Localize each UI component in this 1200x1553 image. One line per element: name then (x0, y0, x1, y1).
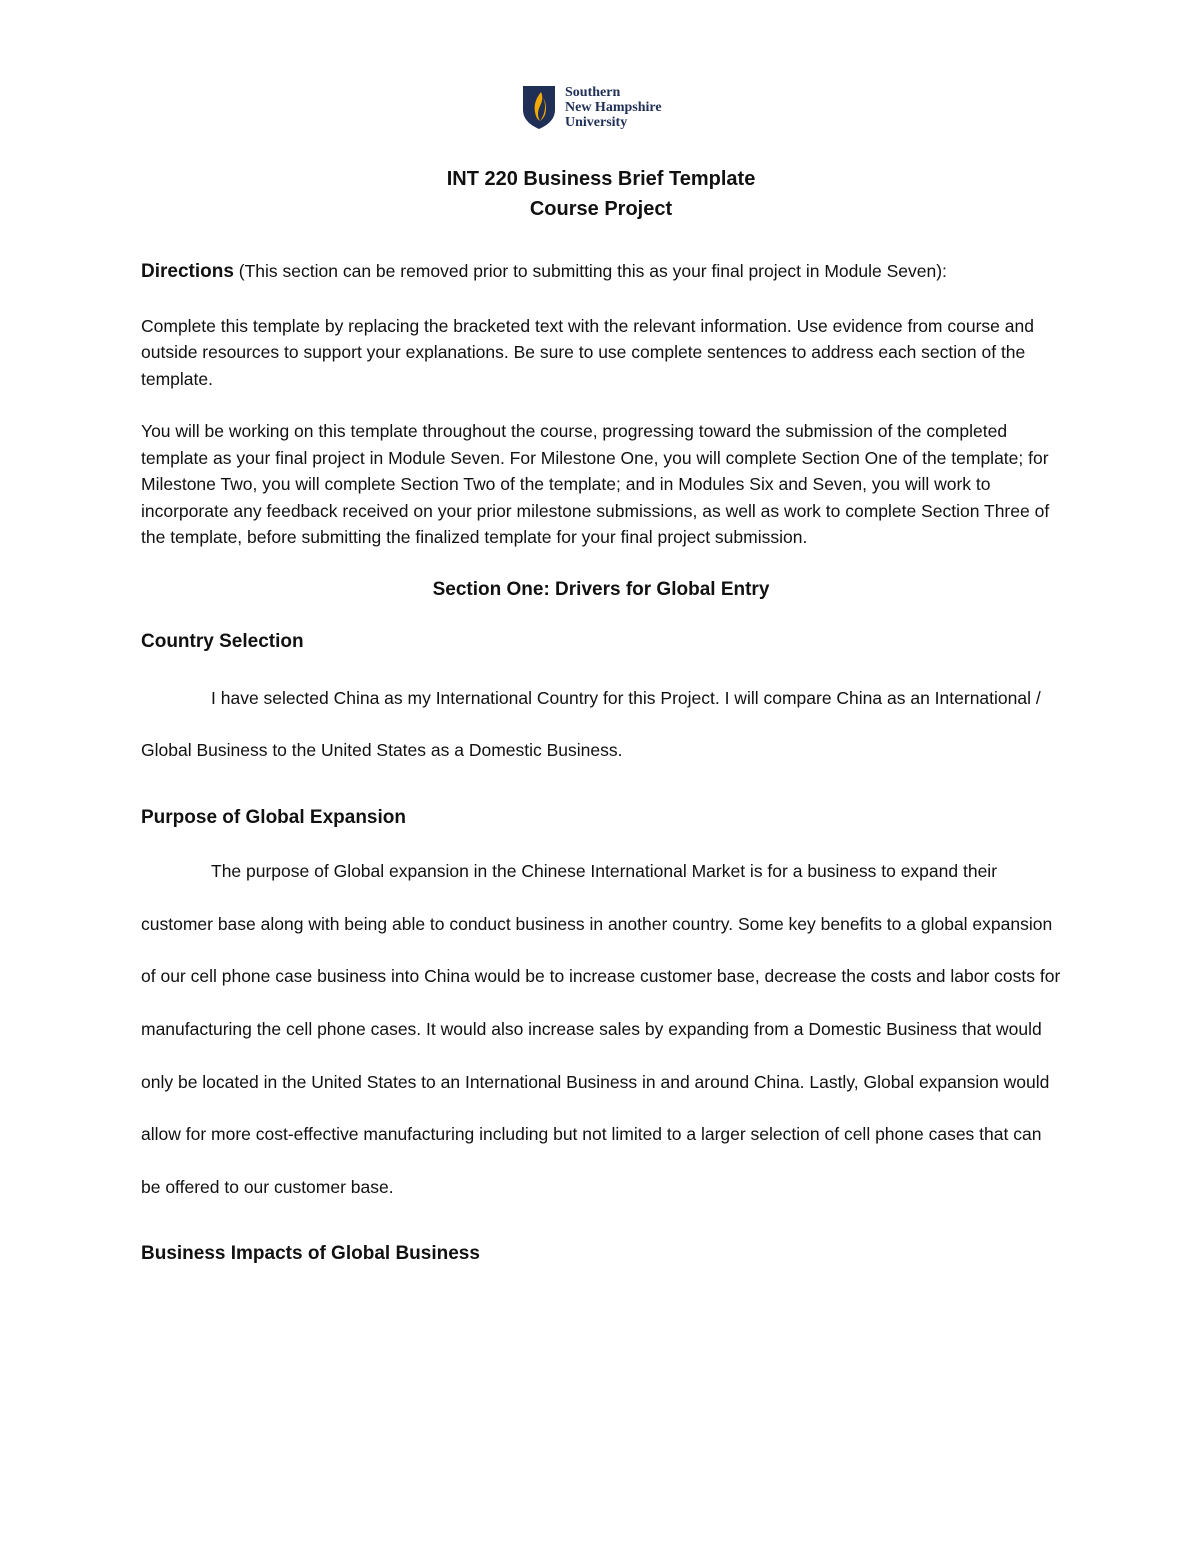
shield-flame-icon (521, 84, 557, 130)
directions-label: Directions (141, 261, 234, 282)
instructions-paragraph-1: Complete this template by replacing the bracketed text with the relevant information. Use evidence from course and outside resources to support your explanations. Be sure to use complete sentences to address each section of the template. (141, 315, 1034, 389)
business-impacts-heading: Business Impacts of Global Business (141, 1243, 480, 1265)
purpose-heading: Purpose of Global Expansion (141, 806, 406, 828)
document-body (141, 164, 1061, 1268)
directions-note: (This section can be removed prior to submitting this as your final project in Module Seven): (233, 261, 947, 281)
title-line-2: Course Project (529, 198, 673, 220)
logo-wordmark (565, 85, 662, 130)
instructions-paragraph-2: You will be working on this template throughout the course, progressing toward the submission of the completed template as your final project in Module Seven. For Milestone One, you will complete Section One of the template; for Milestone Two, you will complete Section Two of the template; and in Modules Six and Seven, you will work to incorporate any feedback received on your prior milestone submissions, as well as work to complete Section Three of the template, before submitting the finalized template for your final project submission. (141, 421, 1050, 547)
logo-line-3: University (565, 114, 628, 130)
directions-paragraph (141, 258, 1061, 286)
section-one-heading: Section One: Drivers for Global Entry (432, 578, 770, 600)
document-title (141, 164, 1061, 224)
country-selection-heading: Country Selection (141, 631, 304, 652)
logo-line-1: Southern (565, 84, 621, 100)
purpose-text: The purpose of Global expansion in the Chinese International Market is for a business to expand their customer base along with being able to conduct business in another country. Some key benefits to a global expansion of our cell phone case business into China would be to increase customer base, decrease the costs and labor costs for manufacturing the cell phone cases. It would also increase sales by expanding from a Domestic Business that would only be located in the United States to an International Business in and around China. Lastly, Global expansion would allow for more cost-effective manufacturing including but not limited to a larger selection of cell phone cases that can be offered to our customer base. (141, 861, 1061, 1197)
logo-line-2: New Hampshire (565, 99, 662, 115)
title-line-1: INT 220 Business Brief Template (446, 168, 756, 190)
country-selection-text: I have selected China as my International Country for this Project. I will compare China as an International / Global Business to the United States as a Domestic Business. (141, 687, 1041, 761)
university-logo (521, 84, 662, 130)
